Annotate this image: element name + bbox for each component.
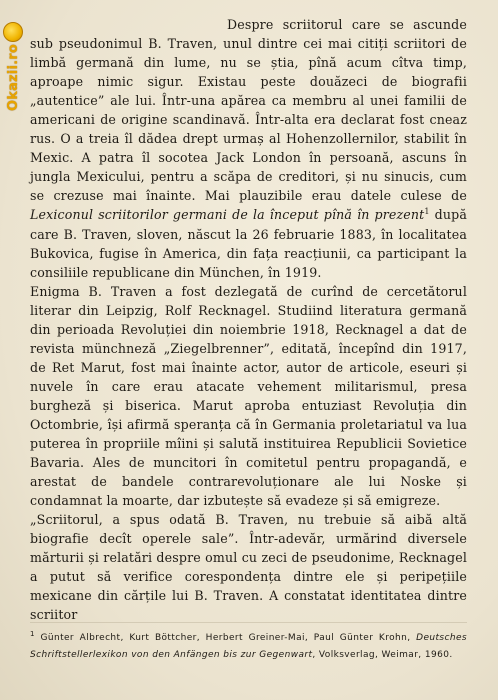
paragraph-3: „Scriitorul, a spus odată B. Traven, nu trebuie să aibă altă biografie decît operele sale”. Într-adevăr, urmărind diversele mărturii și relatări despre omul cu zeci de pseudonime, Recknagel a putut să verifice corespondența dintre ele și peripețiile mexicane din cărțile lui B. Traven. A constatat identitatea dintre scriitor [30,512,467,623]
okazii-logo-icon [3,22,23,42]
paragraph-1 [30,15,467,282]
okazii-watermark [2,22,24,122]
footnote-publisher: , Volksverlag, Weimar, 1960. [312,650,453,660]
lexicon-title: Lexiconul scriitorilor germani de la început pînă în prezent [30,207,425,223]
footnote-marker: 1 [30,630,35,638]
paragraph-2: Enigma B. Traven a fost dezlegată de curînd de cercetătorul literar din Leipzig, Rolf Recknagel. Studiind literatura germană din perioada Revoluției din noiembrie 1918, Recknagel a dat de revista münchneză „Ziegelbrenner”, editată, începînd din 1917, de Ret Marut, fost mai înainte actor, autor de articole, eseuri și nuvele în care erau atacate vehement militarismul, presa burgheză și biserica. Marut aproba entuziast Revoluția din Octombrie, își afirmă speranța că în Germania proletariatul va lua puterea în propriile mîini și salută instituirea Republicii Sovietice Bavaria. Ales de muncitori în comitetul pentru propagandă, e arestat de bandele contrarevoluționare ale lui Noske și condamnat la moarte, dar izbutește să evadeze și să emigreze. [30,283,467,509]
footnote-ref: 1 [424,207,430,217]
watermark-text: Okazii.ro [5,44,21,112]
body-text [30,15,467,625]
paragraph-1-text-a: Despre scriitorul care se ascunde sub pseudonimul B. Traven, unul dintre cei mai citiți scriitori de limbă germană din lume, nu se știa, pînă acum cîtva timp, aproape nimic sigur. Existau peste douăzeci de biografii „autentice” ale lui. Într-una apărea ca membru al unei familii de americani de origine scandinavă. Într-alta era declarat fost cneaz rus. O a treia îl dădea drept urmaș al Hohenzollernilor, stabilit în Mexic. A patra îl socotea Jack London în persoană, ascuns în jungla Mexicului, pentru a scăpa de creditori, și nu sinucis, cum se crezuse mai înainte. Mai plauzibile erau datele culese de [30,17,467,204]
footnote-divider [30,622,467,623]
footnote-title: Deutsches Schriftstellerlexikon von den Anfängen bis zur Gegenwart [30,633,467,660]
footnote-authors: Günter Albrecht, Kurt Böttcher, Herbert Greiner-Mai, Paul Günter Krohn, [34,633,417,643]
footnote [30,630,467,664]
paragraph-1-text-b: după care B. Traven, sloven, născut la 26 februarie 1883, în localitatea Bukovica, fugise în America, din fața reacțiunii, ca participant la consiliile republicane din München, în 1919. [30,207,468,280]
